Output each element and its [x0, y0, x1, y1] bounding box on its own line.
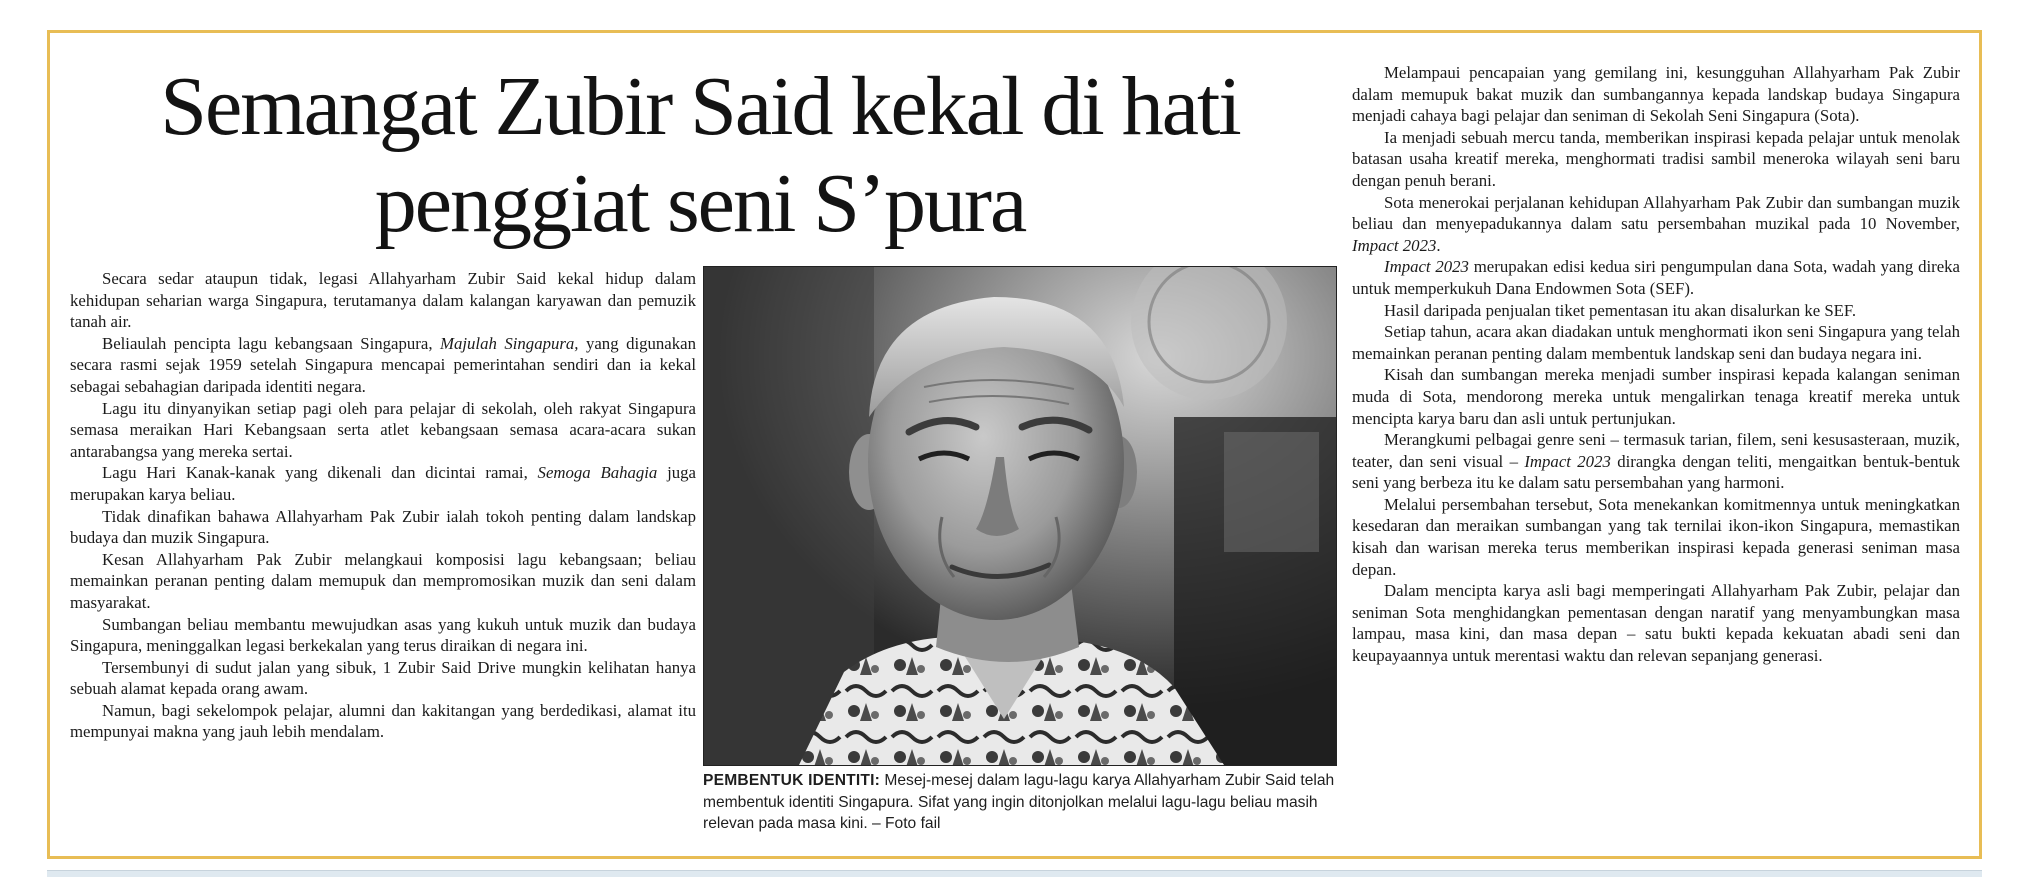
italic-title: Impact 2023 — [1352, 235, 1437, 255]
paragraph-text: dirangka dengan teliti, mengaitkan bentuk-bentuk seni yang berbeza itu ke dalam satu persembahan yang harmoni. — [1352, 451, 1961, 493]
paragraph-text: juga merupakan karya beliau. — [70, 463, 696, 504]
paragraph-text: Melampaui pencapaian yang gemilang ini, kesungguhan Allahyarham Pak Zubir dalam memupuk bakat muzik dan sumbangannya kepada landskap budaya Singapura menjadi cahaya bagi pelajar dan seniman di Sekolah Seni Singapura (Sota). — [1352, 63, 1960, 126]
italic-title: Majulah Singapura, — [440, 333, 579, 353]
paragraph-text: Hasil daripada penjualan tiket pementasan itu akan disalurkan ke SEF. — [1384, 300, 1857, 320]
headline: Semangat Zubir Said kekal di hati penggiat seni S’pura — [160, 60, 1240, 250]
paragraph-text: Lagu itu dinyanyikan setiap pagi oleh para pelajar di sekolah, oleh rakyat Singapura semasa meraikan Hari Kebangsaan serta atlet kebangsaan semasa acara-acara sukan antarabangsa yang mereka sertai. — [70, 398, 696, 461]
right-column — [1352, 62, 1960, 667]
paragraph-text: Sumbangan beliau membantu mewujudkan asas yang kukuh untuk muzik dan budaya Singapura, meninggalkan legasi berkekalan yang terus diraikan di negara ini. — [70, 614, 696, 656]
article-paragraph — [70, 462, 696, 505]
paragraph-text: Lagu Hari Kanak-kanak yang dikenali dan dicintai ramai, — [102, 463, 538, 483]
article-paragraph — [1352, 192, 1960, 257]
article-paragraph — [1352, 256, 1960, 299]
paragraph-text: Setiap tahun, acara akan diadakan untuk menghormati ikon seni Singapura yang telah memainkan peranan penting dalam membentuk landskap seni dan budaya negara ini. — [1352, 322, 1960, 363]
paragraph-text: Kesan Allahyarham Pak Zubir melangkaui komposisi lagu kebangsaan; beliau memainkan peranan penting dalam memupuk dan mempromosikan muzik dan seni dalam masyarakat. — [70, 549, 696, 612]
portrait-illustration — [704, 267, 1336, 765]
article-paragraph — [1352, 127, 1960, 192]
paragraph-text: Ia menjadi sebuah mercu tanda, memberikan inspirasi kepada pelajar untuk menolak batasan usaha kreatif mereka, menghormati tradisi sambil meneroka wilayah seni baru dengan penuh berani. — [1352, 127, 1960, 190]
paragraph-text: Melalui persembahan tersebut, Sota menekankan komitmennya untuk meningkatkan kesedaran dan meraikan sumbangan yang tak ternilai ikon-ikon Singapura, memastikan kisah dan warisan mereka terus memberikan inspirasi kepada generasi seniman masa depan. — [1352, 494, 1960, 579]
left-column — [70, 268, 696, 743]
caption-text: Mesej-mesej dalam lagu-lagu karya Allahyarham Zubir Said telah membentuk identiti Singapura. Sifat yang ingin ditonjolkan melalui lagu-lagu beliau masih relevan pada masa kini. – Foto fail — [703, 772, 1335, 832]
paragraph-text: Merangkumi pelbagai genre seni – termasuk tarian, filem, seni kesusasteraan, muzik, teater, dan seni visual – — [1352, 430, 1960, 471]
photo-caption — [703, 770, 1337, 835]
article-paragraph — [70, 398, 696, 463]
article-paragraph — [1352, 580, 1960, 666]
article-paragraph — [1352, 300, 1960, 322]
paragraph-text: Sota menerokai perjalanan kehidupan Allahyarham Pak Zubir dan sumbangan muzik beliau dan menyepadukannya dalam satu persembahan muzikal pada 10 November, — [1352, 192, 1960, 234]
paragraph-text: Tidak dinafikan bahawa Allahyarham Pak Zubir ialah tokoh penting dalam landskap budaya dan muzik Singapura. — [70, 506, 696, 548]
paragraph-text: Secara sedar ataupun tidak, legasi Allahyarham Zubir Said kekal hidup dalam kehidupan seharian warga Singapura, terutamanya dalam kalangan karyawan dan pemuzik tanah air. — [70, 269, 696, 332]
paragraph-text: . — [1436, 235, 1441, 255]
article-paragraph — [70, 614, 696, 657]
italic-title: Semoga Bahagia — [537, 463, 658, 483]
paragraph-text: Tersembunyi di sudut jalan yang sibuk, 1 Zubir Said Drive mungkin kelihatan hanya sebuah alamat kepada orang awam. — [70, 657, 696, 699]
article-paragraph — [1352, 62, 1960, 127]
paragraph-text: yang digunakan secara rasmi sejak 1959 setelah Singapura mencapai pemerintahan sendiri dan ia kekal sebagai sebahagian daripada identiti negara. — [70, 333, 696, 396]
caption-label: PEMBENTUK IDENTITI: — [703, 772, 881, 789]
article-paragraph — [70, 333, 696, 398]
article-photo — [703, 266, 1337, 766]
article-paragraph — [70, 549, 696, 614]
article-paragraph — [70, 700, 696, 743]
italic-title: Impact 2023 — [1384, 257, 1469, 277]
article-paragraph — [70, 268, 696, 333]
article-paragraph — [70, 506, 696, 549]
paragraph-text: Namun, bagi sekelompok pelajar, alumni dan kakitangan yang berdedikasi, alamat itu mempunyai makna yang jauh lebih mendalam. — [70, 700, 696, 742]
article-paragraph — [1352, 321, 1960, 364]
paragraph-text: Beliaulah pencipta lagu kebangsaan Singapura, — [102, 333, 440, 353]
article-paragraph — [1352, 494, 1960, 580]
paragraph-text: Kisah dan sumbangan mereka menjadi sumber inspirasi kepada kalangan seniman muda di Sota, mendorong mereka untuk mengalirkan tenaga kreatif mereka untuk mencipta karya baru dan asli untuk pertunjukan. — [1352, 365, 1960, 428]
paragraph-text: Dalam mencipta karya asli bagi memperingati Allahyarham Pak Zubir, pelajar dan seniman Sota menghidangkan pementasan dengan naratif yang menyambungkan masa lampau, masa kini, dan masa depan – satu bukti kepada kekuatan abadi seni dan keupayaannya untuk merentasi waktu dan relevan sepanjang generasi. — [1352, 581, 1960, 666]
article-paragraph — [1352, 429, 1960, 494]
italic-title: Impact 2023 — [1524, 451, 1611, 471]
article-paragraph — [70, 657, 696, 700]
article-paragraph — [1352, 364, 1960, 429]
paragraph-text: merupakan edisi kedua siri pengumpulan dana Sota, wadah yang direka untuk memperkukuh Dana Endowmen Sota (SEF). — [1352, 257, 1960, 298]
